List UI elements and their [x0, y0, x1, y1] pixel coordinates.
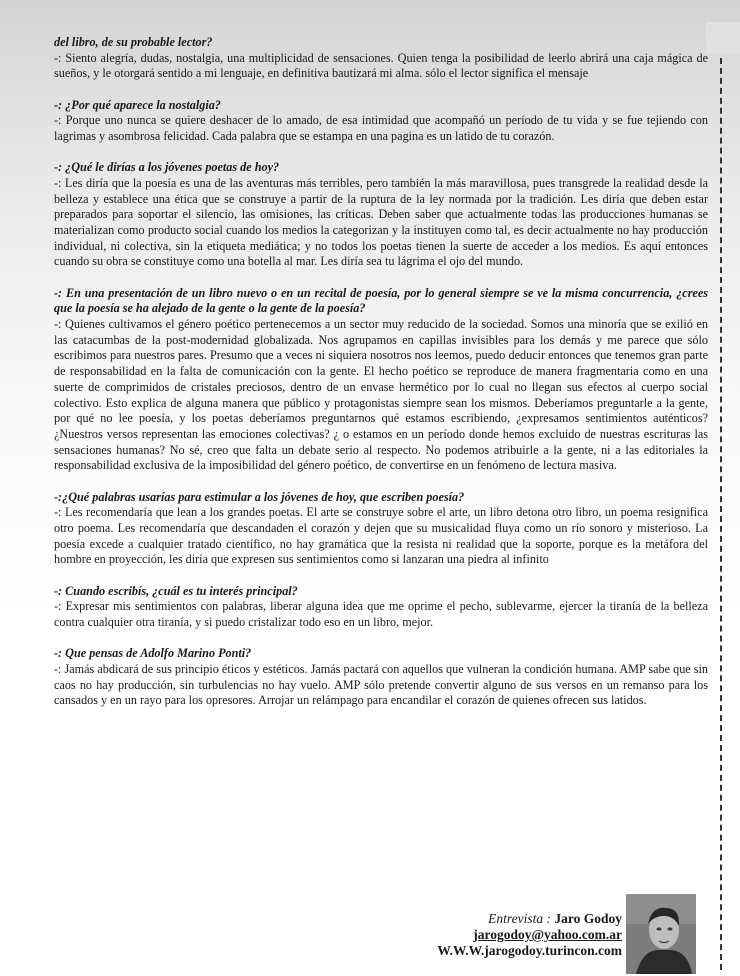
question: -: ¿Por qué aparece la nostalgia? — [54, 97, 221, 112]
answer: -: Porque uno nunca se quiere deshacer de lo amado, de esa intimidad que acompañó un período de tu vida y se fue tejiendo con lagrimas y asombrosa felicidad. Cada palabra que se estampa en una pagina es un latido de tu corazón. — [54, 113, 708, 144]
answer: -: Les recomendaría que lean a los grandes poetas. El arte se construye sobre el arte, un libro detona otro libro, un poema resignifica otro poema. Les recomendaría que descandaden el corazón y dejen que su musicalidad fluya como un río sonoro y misterioso. La poesía excede a cualquier tratado científico, no hay gramática que la resista ni realidad que la soporte, porque es la metáfora del hombre en proyección, les diría que expresen sus sentimientos como si lanzaran una piedra al infinito — [54, 505, 708, 567]
qa-block — [54, 160, 708, 270]
answer: -: Les diría que la poesía es una de las aventuras más terribles, pero también la más maravillosa, pues transgrede la realidad desde la belleza y establece una ética que se construye a partir de la ruptura de la ley normada por la tradición. Les diría que deben estar preparados para soportar el silencio, las omisiones, las críticas. Deben saber que actualmente todas las producciones humanas se materializan como producto social cuando los medios la categorizan y la instituyen como tal, es decir actualmente no hay producción individual, ni colectiva, sin la etiqueta mediática; y no todos los poetas tienen la suerte de acceder a los medios. Es aquí entonces cuando su obra se constituye como una botella al mar. Les diría sea tu lágrima el ojo del mundo. — [54, 175, 708, 269]
signature-email-link[interactable]: jarogodoy@yahoo.com.ar — [473, 927, 622, 942]
signature-block — [437, 911, 622, 959]
signature-label: Entrevista : — [488, 911, 551, 926]
author-photo — [626, 894, 696, 974]
qa-block — [54, 35, 708, 82]
portrait-image — [626, 894, 696, 974]
qa-block — [54, 646, 708, 709]
signature-name: Jaro Godoy — [554, 911, 622, 926]
signature-line — [437, 911, 622, 927]
answer: -: Siento alegría, dudas, nostalgia, una multiplicidad de sensaciones. Quien tenga la posibilidad de leerlo abrirá una caja mágica de sueños, y le otorgará sentido a mi lenguaje, en definitiva bautizará mi alma. sólo el lector significa el mensaje — [54, 50, 708, 81]
question: -: Que pensas de Adolfo Marino Ponti? — [54, 646, 252, 661]
answer: -: Quienes cultivamos el género poético pertenecemos a un sector muy reducido de la sociedad. Somos una minoría que se exilió en las catacumbas de la post-modernidad globalizada. Nos agrupamos en capillas invisibles para los demás y me parece que sólo escribimos para nuestros pares. Presumo que a veces ni siquiera nosotros nos leemos, puedo deducir entonces que tenemos gran parte de responsabilidad en la falta de comunicación con la gente. El hecho poético se reproduce de manera fragmentaria como en una suerte de comprimidos de cristales preciosos, dentro de un envase hermético por lo cual no llegan sus efectos al cuerpo social colectivo. Esto explica de alguna manera que público y protagonistas siempre sean los mismos. Deberíamos preguntarle a la gente, por qué no lee poesía, y los poetas deberíamos preguntarnos qué estamos escribiendo, ¿expresamos sentimientos auténticos? ¿Nuestros versos representan las emociones colectivas? ¿ o estamos en un período donde hemos excluido de nuestras escrituras las sensaciones humanas? No sé, creo que falta un debate serio al respecto. No podemos atribuirle a la gente, ni a las editoriales la responsabilidad exclusiva de la imposibilidad del género poético, de convertirse en un fenómeno de lectura masiva. — [54, 317, 708, 473]
dashed-margin-line — [720, 58, 722, 970]
qa-block — [54, 98, 708, 145]
question: -: Cuando escribís, ¿cuál es tu interés principal? — [54, 583, 298, 598]
qa-block — [54, 286, 708, 474]
question: -:¿Qué palabras usarías para estimular a los jóvenes de hoy, que escriben poesía? — [54, 489, 465, 504]
signature-website[interactable]: W.W.W.jarogodoy.turincon.com — [437, 943, 622, 958]
qa-block — [54, 584, 708, 631]
question: del libro, de su probable lector? — [54, 35, 213, 49]
question: -: En una presentación de un libro nuevo o en un recital de poesía, por lo general siempre se ve la misma concurrencia, ¿crees que la poesía se ha alejado de la gente o la gente de la poesía? — [54, 285, 708, 316]
qa-block — [54, 490, 708, 569]
interview-body — [54, 35, 708, 725]
answer: -: Expresar mis sentimientos con palabras, liberar alguna idea que me oprime el pecho, sublevarme, ejercer la tiranía de la belleza contra cualquier otra tiranía, y si puedo cristalizar todo eso en un libro, mejor. — [54, 599, 708, 629]
question: -: ¿Qué le dirías a los jóvenes poetas de hoy? — [54, 160, 280, 175]
corner-tab — [706, 22, 740, 54]
answer: -: Jamás abdicará de sus principio éticos y estéticos. Jamás pactará con aquellos que vulneran la condición humana. AMP sabe que sin caos no hay producción, sin turbulencias no hay vuelo. AMP sólo pretende convertir alguno de sus versos en un remanso para los cansados y en un rayo para los opresores. Arrojar un relámpago para encandilar el corazón de quienes ofrecen sus latidos. — [54, 661, 708, 708]
